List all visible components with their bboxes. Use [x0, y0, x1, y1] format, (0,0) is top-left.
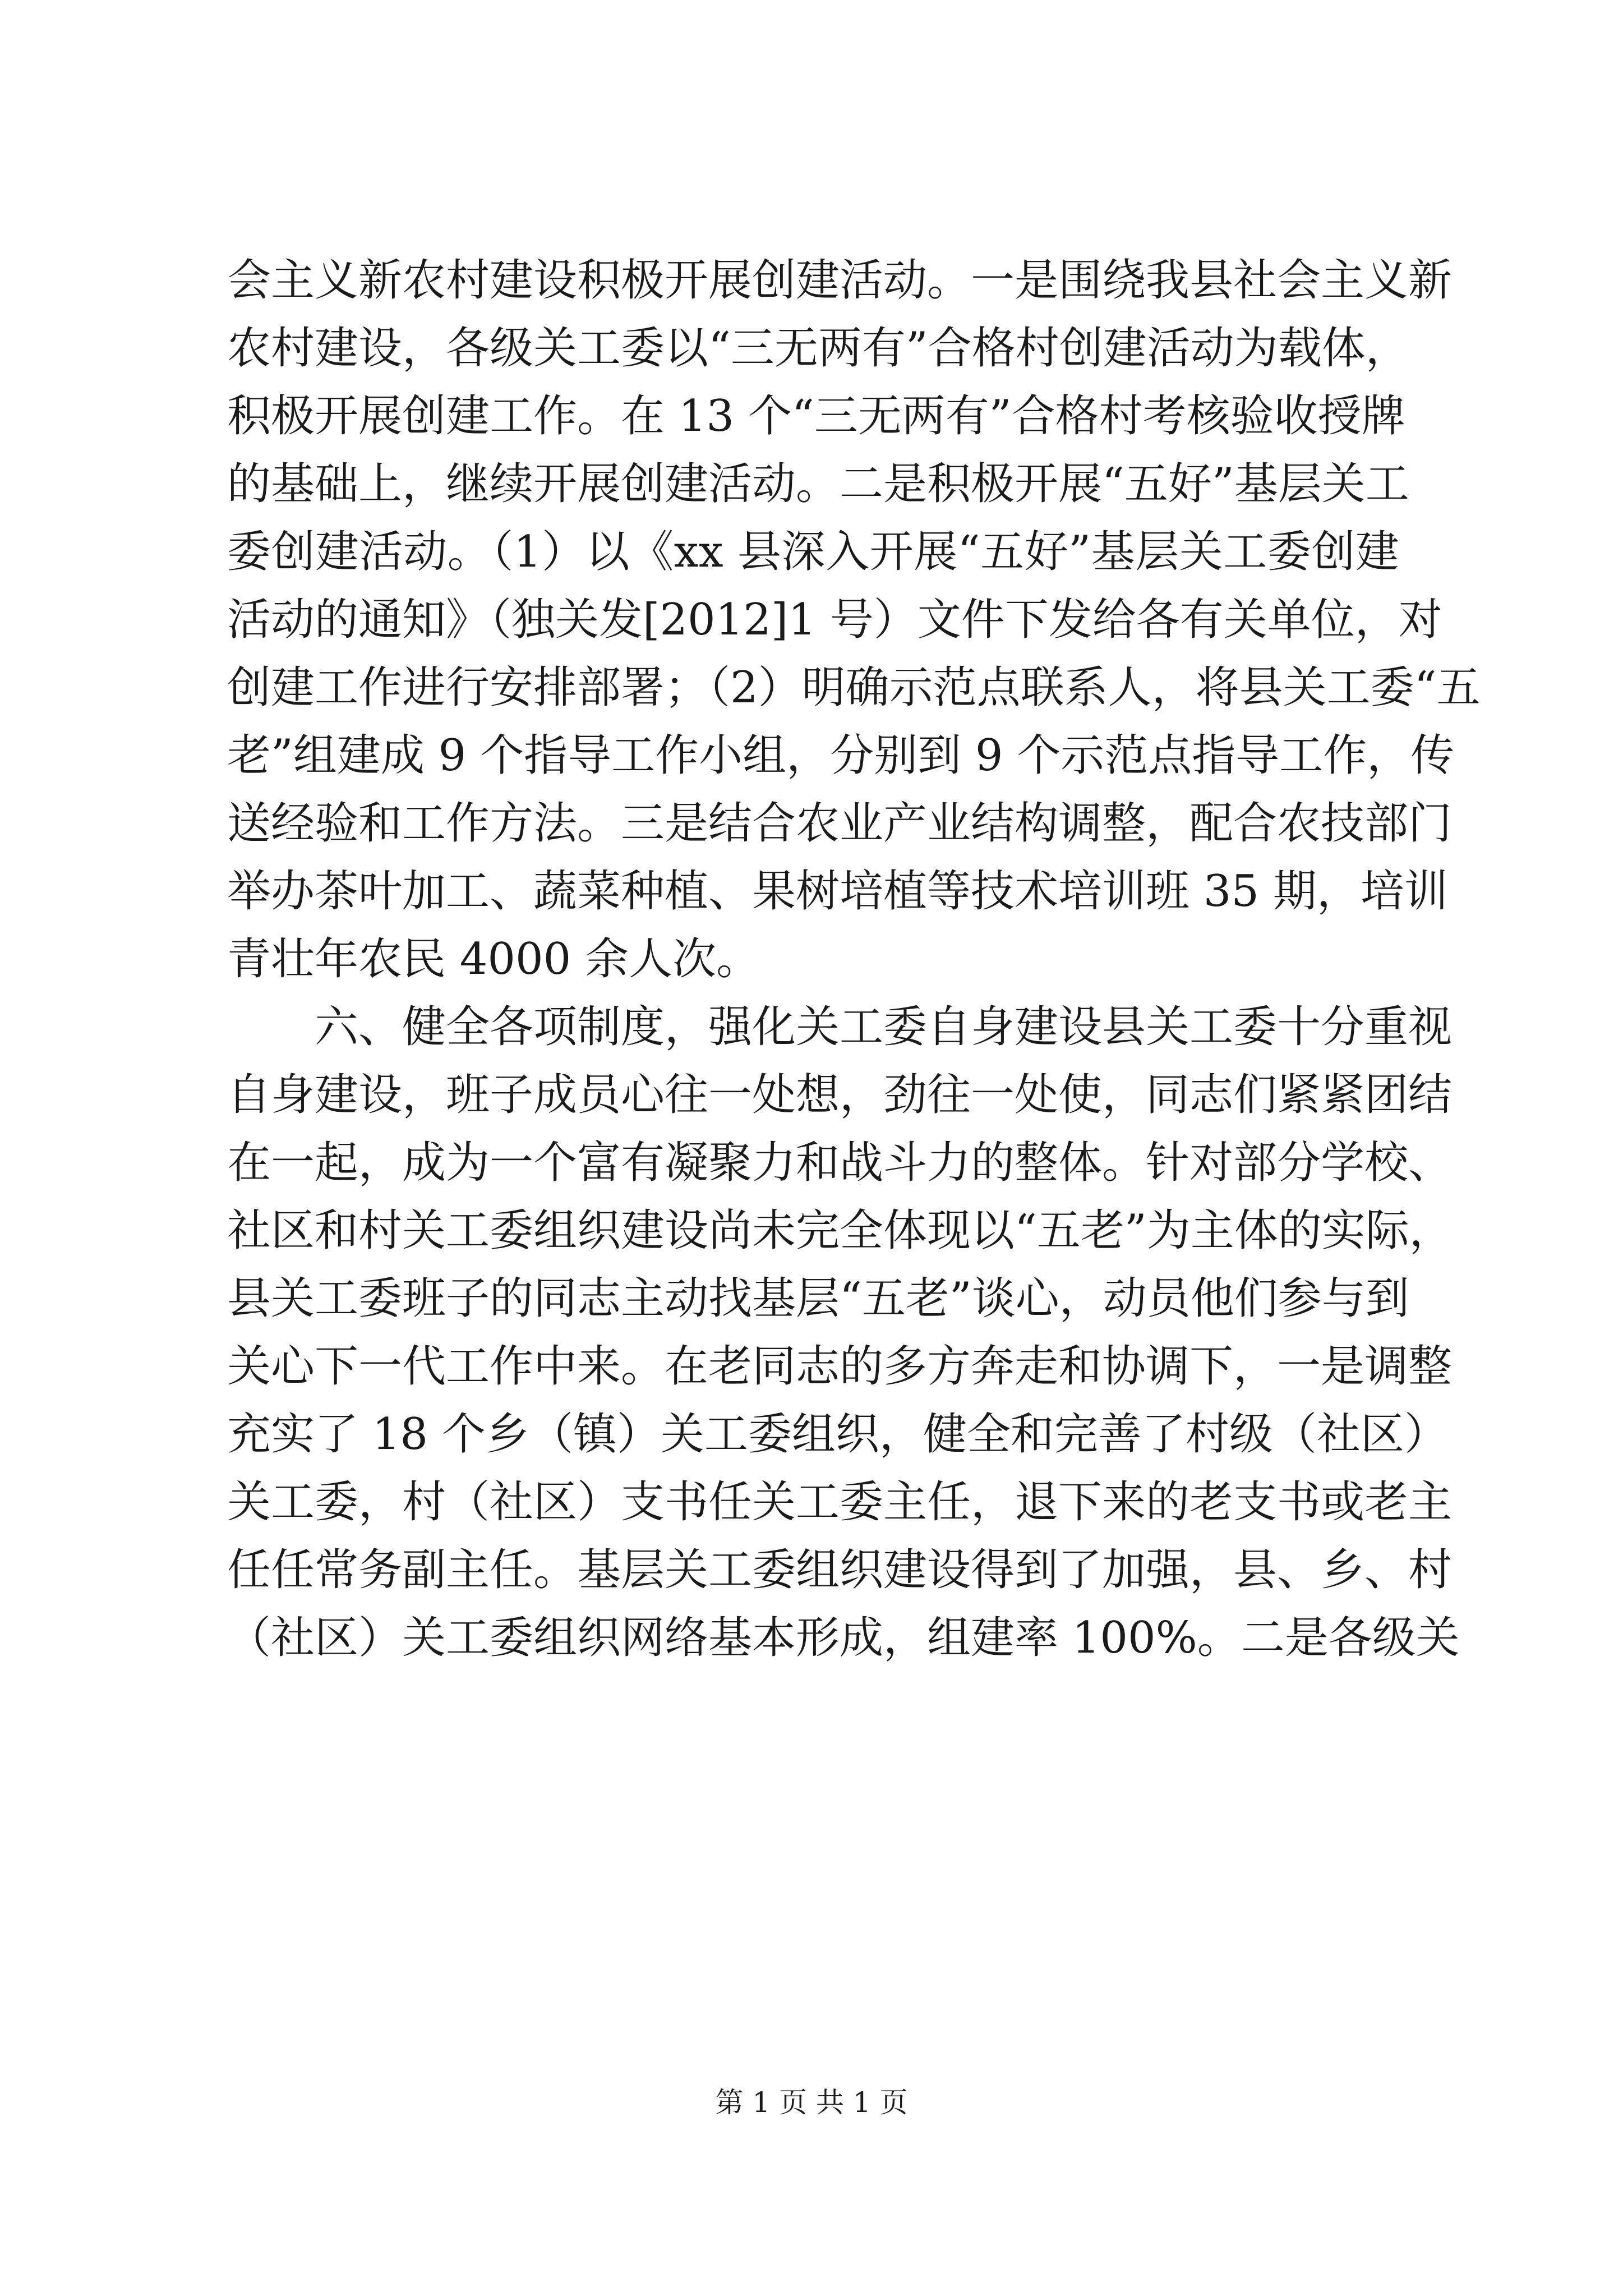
text-line: 在一起，成为一个富有凝聚力和战斗力的整体。针对部分学校、 [227, 1138, 1453, 1188]
text-line: 积极开展创建工作。在 13 个“三无两有”合格村考核验收授牌 [227, 391, 1405, 441]
text-line: 任任常务副主任。基层关工委组织建设得到了加强，县、乡、村 [227, 1545, 1453, 1595]
text-line: 会主义新农村建设积极开展创建活动。一是围绕我县社会主义新 [227, 255, 1453, 306]
page-footer [0, 2086, 1623, 2119]
text-line: 委创建活动。（1）以《xx 县深入开展“五好”基层关工委创建 [227, 527, 1399, 577]
text-line: 县关工委班子的同志主动找基层“五老”谈心，动员他们参与到 [227, 1273, 1409, 1324]
text-line: 老”组建成 9 个指导工作小组，分别到 9 个示范点指导工作，传 [227, 730, 1455, 781]
text-line: 关心下一代工作中来。在老同志的多方奔走和协调下，一是调整 [227, 1341, 1453, 1392]
text-line: 的基础上，继续开展创建活动。二是积极开展“五好”基层关工 [227, 459, 1409, 509]
text-line: 关工委，村（社区）支书任关工委主任，退下来的老支书或老主 [227, 1477, 1453, 1527]
text-line: 社区和村关工委组织建设尚未完全体现以“五老”为主体的实际， [227, 1205, 1453, 1256]
text-line: 自身建设，班子成员心往一处想，劲往一处使，同志们紧紧团结 [227, 1070, 1453, 1120]
text-line: 充实了 18 个乡（镇）关工委组织，健全和完善了村级（社区） [227, 1409, 1448, 1460]
text-line: 活动的通知》（独关发[2012]1 号）文件下发给各有关单位，对 [227, 595, 1442, 645]
text-line: 六、健全各项制度，强化关工委自身建设县关工委十分重视 [227, 1002, 1453, 1052]
text-line: （社区）关工委组织网络基本形成，组建率 100%。二是各级关 [227, 1613, 1460, 1663]
text-line: 创建工作进行安排部署；（2）明确示范点联系人，将县关工委“五 [227, 662, 1481, 713]
document-body [227, 247, 1481, 1672]
text-line: 青壮年农民 4000 余人次。 [227, 934, 760, 984]
text-line: 举办茶叶加工、蔬菜种植、果树培植等技术培训班 35 期，培训 [227, 866, 1448, 917]
text-line: 送经验和工作方法。三是结合农业产业结构调整，配合农技部门 [227, 798, 1453, 849]
text-line: 农村建设，各级关工委以“三无两有”合格村创建活动为载体， [227, 323, 1409, 374]
page-number: 第 1 页 共 1 页 [715, 2086, 908, 2119]
